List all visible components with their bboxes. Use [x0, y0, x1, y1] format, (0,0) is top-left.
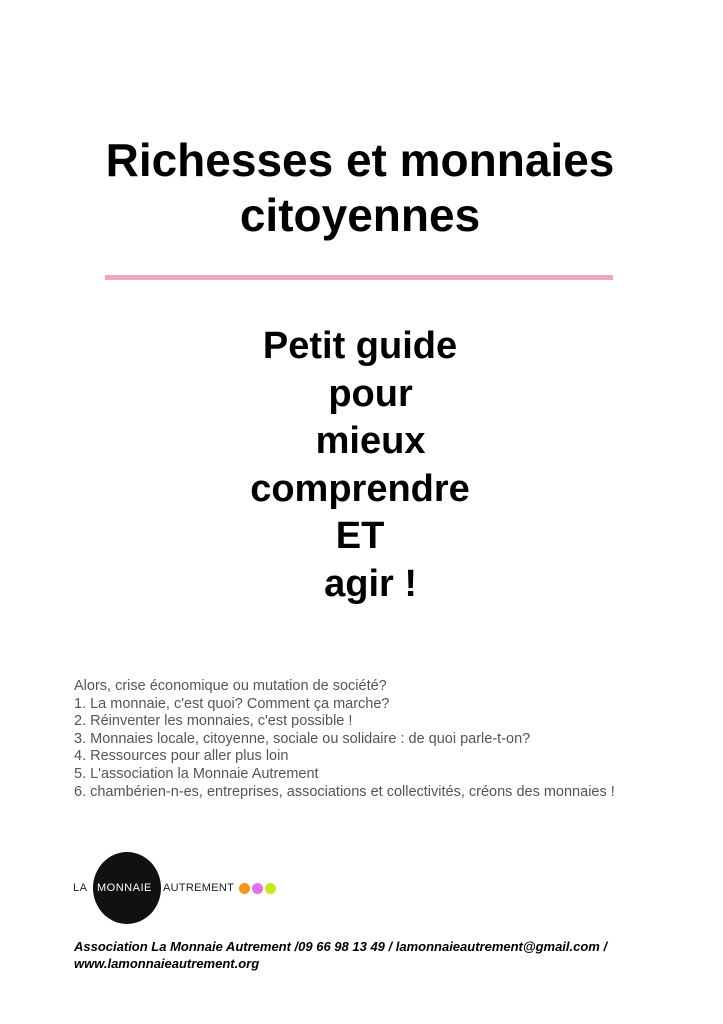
subtitle-line: Petit guide — [262, 325, 458, 367]
footer-contact — [74, 939, 654, 972]
subtitle-line: mieux — [294, 420, 426, 462]
footer-website: www.lamonnaieautrement.org — [74, 955, 260, 971]
title-line-2: citoyennes — [239, 189, 481, 241]
logo-green-dot — [265, 883, 276, 894]
footer-line-1: Association La Monnaie Autrement /09 66 98 13 49 / lamonnaieautrement@gmail.com / — [74, 939, 608, 954]
subtitle-line: pour — [307, 372, 413, 415]
title-line-1: Richesses et monnaies — [105, 134, 615, 186]
toc-item: 1. La monnaie, c'est quoi? Comment ça marche? — [74, 695, 390, 712]
logo-text-la: LA — [73, 882, 88, 894]
toc-item: 3. Monnaies locale, citoyenne, sociale ou solidaire : de quoi parle-t-on? — [74, 730, 531, 747]
document-title — [60, 133, 660, 243]
toc-item: 4. Ressources pour aller plus loin — [74, 748, 289, 765]
toc-item: 6. chambérien-n-es, entreprises, associations et collectivités, créons des monnaies ! — [74, 783, 615, 800]
logo-orange-dot — [239, 883, 250, 894]
toc-item: 5. L'association la Monnaie Autrement — [74, 765, 319, 782]
logo-text-autrement: AUTREMENT — [163, 882, 235, 894]
table-of-contents — [74, 678, 649, 801]
subtitle-line: ET — [335, 515, 385, 557]
subtitle-line: comprendre — [250, 467, 470, 510]
toc-item: Alors, crise économique ou mutation de société? — [74, 678, 387, 694]
toc-item: 2. Réinventer les monnaies, c'est possible ! — [74, 713, 353, 730]
subtitle-line: agir ! — [302, 562, 418, 605]
logo-text-monnaie: MONNAIE — [97, 882, 152, 894]
association-logo — [73, 852, 293, 926]
logo-pink-dot — [252, 883, 263, 894]
pink-divider — [105, 275, 613, 280]
subtitle — [210, 323, 510, 608]
